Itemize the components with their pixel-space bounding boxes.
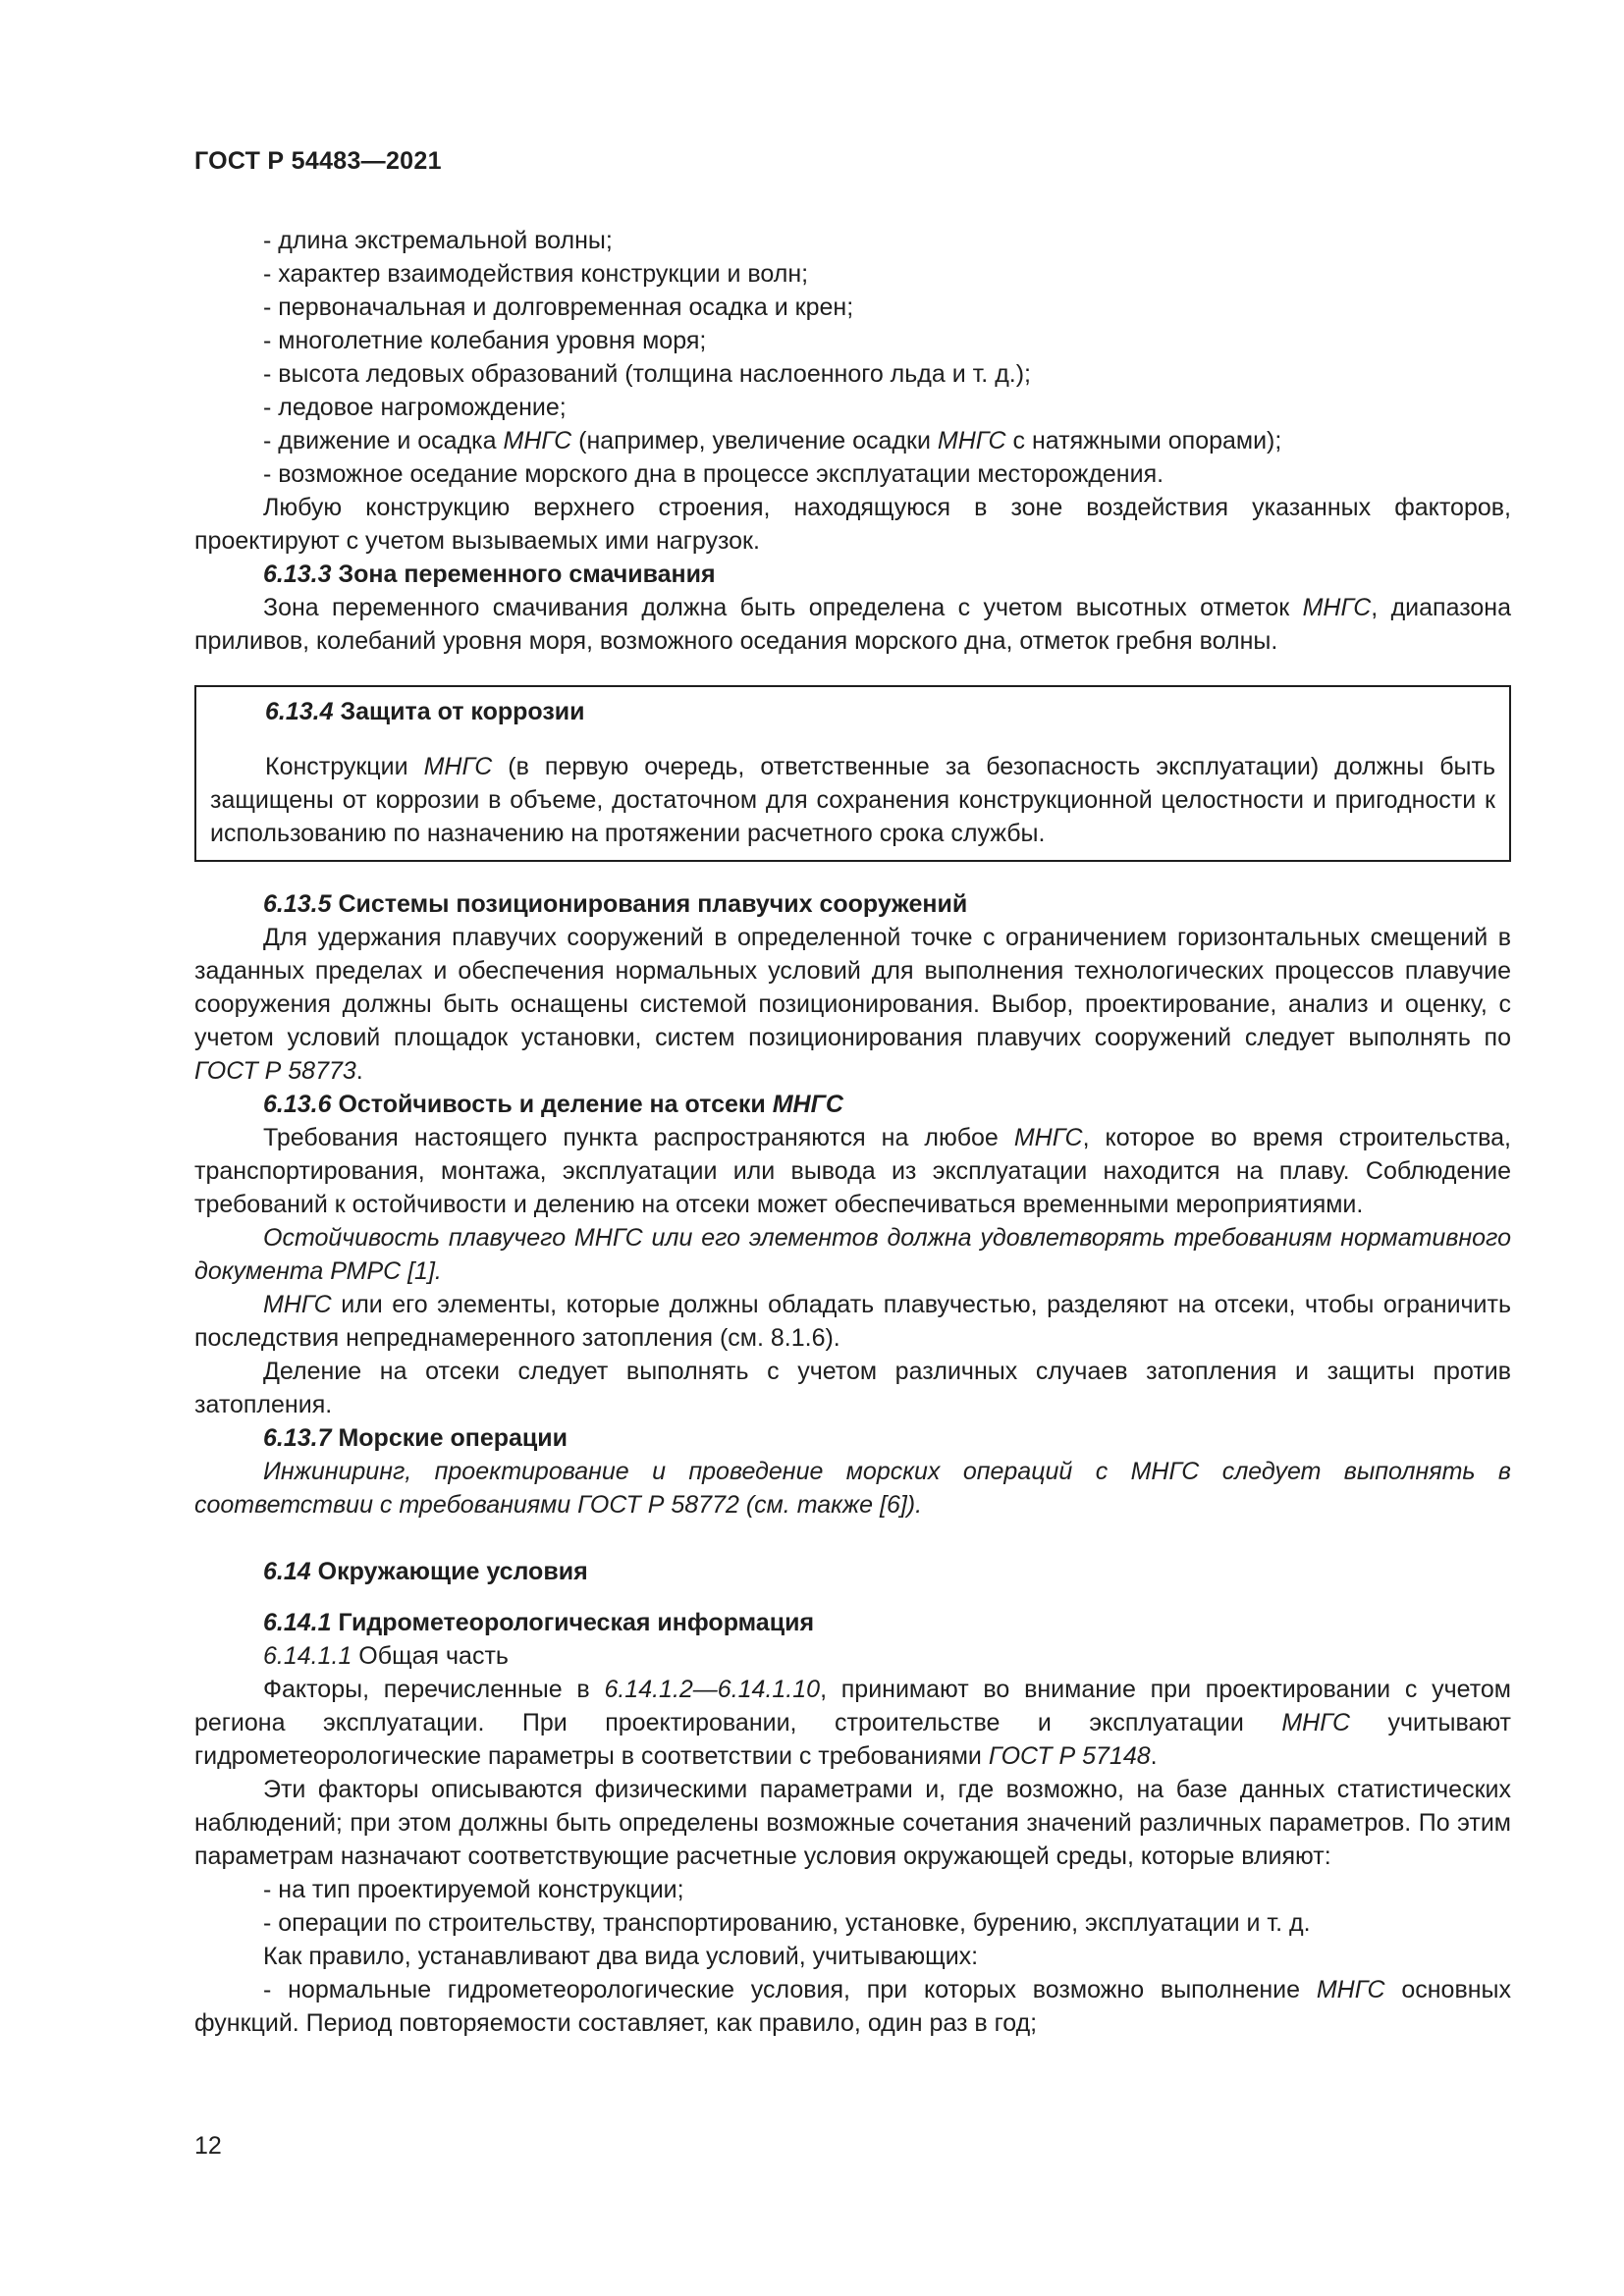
paragraph: Требования настоящего пункта распространяются на любое МНГС, которое во время строительства, транспортирования, монтажа, эксплуатации или вывода из эксплуатации находится на плаву. Соблюдение требований к остойчивости и делению на отсеки может обеспечиваться временными мероприятиями. <box>194 1124 1512 1218</box>
list-item: - операции по строительству, транспортированию, установке, бурению, эксплуатации и т. д. <box>263 1909 1311 1937</box>
list-item: - на тип проектируемой конструкции; <box>263 1876 684 1903</box>
paragraph: Инжиниринг, проектирование и проведение морских операций с МНГС следует выполнять в соответствии с требованиями ГОСТ Р 58772 (см. также [6]). <box>194 1458 1511 1519</box>
list-item: - ледовое нагромождение; <box>263 394 567 421</box>
list-item: - характер взаимодействия конструкции и волн; <box>263 260 809 288</box>
paragraph: Остойчивость плавучего МНГС или его элементов должна удовлетворять требованиям нормативного документа РМРС [1]. <box>194 1224 1511 1285</box>
page-content <box>194 224 1511 2040</box>
document-header: ГОСТ Р 54483—2021 <box>194 147 442 175</box>
list-item: - возможное оседание морского дна в процессе эксплуатации месторождения. <box>263 460 1164 488</box>
section-heading-6-13-5: 6.13.5 Системы позиционирования плавучих сооружений <box>263 890 968 918</box>
paragraph: Деление на отсеки следует выполнять с учетом различных случаев затопления и защиты против затопления. <box>194 1358 1511 1418</box>
paragraph: Как правило, устанавливают два вида условий, учитывающих: <box>263 1943 979 1970</box>
paragraph: Зона переменного смачивания должна быть определена с учетом высотных отметок МНГС, диапазона приливов, колебаний уровня моря, возможного оседания морского дна, отметок гребня волны. <box>194 594 1511 655</box>
boxed-section-6-13-4 <box>194 685 1511 862</box>
paragraph: Эти факторы описываются физическими параметрами и, где возможно, на базе данных статистических наблюдений; при этом должны быть определены возможные сочетания значений различных параметров. По этим параметрам назначают соответствующие расчетные условия окружающей среды, которые влияют: <box>194 1776 1511 1870</box>
paragraph: Любую конструкцию верхнего строения, находящуюся в зоне воздействия указанных факторов, проектируют с учетом вызываемых ими нагрузок. <box>194 494 1511 555</box>
section-heading-6-13-4: 6.13.4 Защита от коррозии <box>265 698 585 725</box>
list-item: - высота ледовых образований (толщина наслоенного льда и т. д.); <box>263 360 1032 388</box>
list-item: - многолетние колебания уровня моря; <box>263 327 707 354</box>
page-number: 12 <box>194 2132 222 2160</box>
list-item: - длина экстремальной волны; <box>263 227 613 254</box>
section-heading-6-14: 6.14 Окружающие условия <box>263 1558 588 1585</box>
section-heading-6-13-3: 6.13.3 Зона переменного смачивания <box>263 561 716 588</box>
list-item: - нормальные гидрометеорологические условия, при которых возможно выполнение МНГС основных функций. Период повторяемости составляет, как правило, один раз в год; <box>194 1976 1511 2037</box>
paragraph: Конструкции МНГС (в первую очередь, ответственные за безопасность эксплуатации) должны быть защищены от коррозии в объеме, достаточном для сохранения конструкционной целостности и пригодности к использованию по назначению на протяжении расчетного срока службы. <box>210 753 1495 847</box>
paragraph: МНГС или его элементы, которые должны обладать плавучестью, разделяют на отсеки, чтобы ограничить последствия непреднамеренного затопления (см. 8.1.6). <box>194 1291 1511 1352</box>
section-heading-6-13-7: 6.13.7 Морские операции <box>263 1424 568 1452</box>
subsection-heading-6-14-1-1: 6.14.1.1 Общая часть <box>263 1642 509 1670</box>
paragraph: Факторы, перечисленные в 6.14.1.2—6.14.1.10, принимают во внимание при проектировании с учетом региона эксплуатации. При проектировании, строительстве и эксплуатации МНГС учитывают гидрометеорологические параметры в соответствии с требованиями ГОСТ Р 57148. <box>194 1676 1511 1770</box>
paragraph: Для удержания плавучих сооружений в определенной точке с ограничением горизонтальных смещений в заданных пределах и обеспечения нормальных условий для выполнения технологических процессов плавучие сооружения должны быть оснащены системой позиционирования. Выбор, проектирование, анализ и оценку, с учетом условий площадок установки, систем позиционирования плавучих сооружений следует выполнять по ГОСТ Р 58773. <box>194 924 1511 1085</box>
list-item: - движение и осадка МНГС (например, увеличение осадки МНГС с натяжными опорами); <box>263 427 1282 454</box>
list-item: - первоначальная и долговременная осадка и крен; <box>263 294 854 321</box>
section-heading-6-14-1: 6.14.1 Гидрометеорологическая информация <box>263 1609 815 1636</box>
section-heading-6-13-6: 6.13.6 Остойчивость и деление на отсеки МНГС <box>263 1091 843 1118</box>
